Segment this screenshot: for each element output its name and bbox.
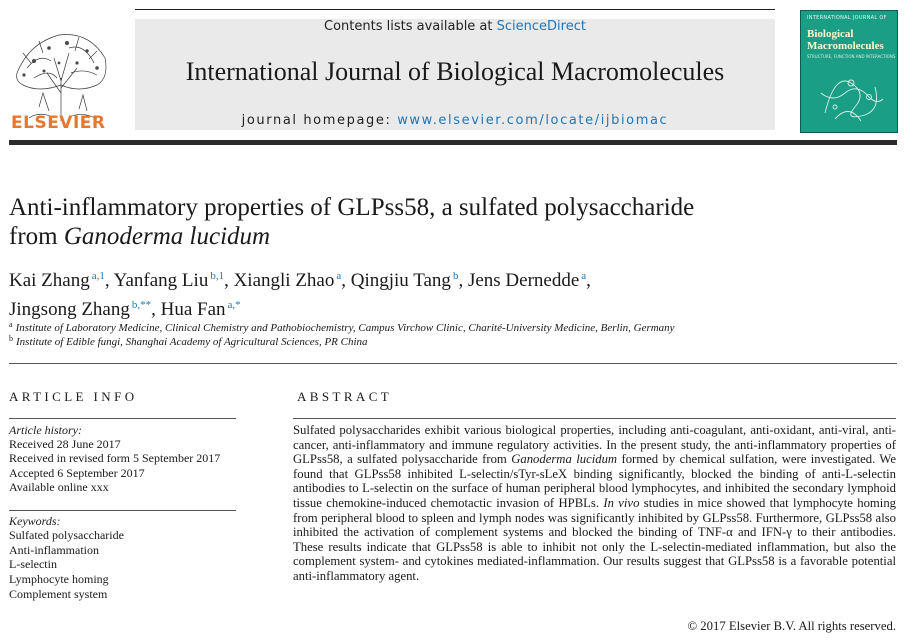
author-name[interactable]: Hua Fan (160, 299, 226, 320)
article-title-line1: Anti-inflammatory properties of GLPss58, a sulfated polysaccharide (9, 194, 695, 221)
cover-subtitle: STRUCTURE, FUNCTION AND INTERACTIONS (807, 54, 896, 59)
header-bottom-rule (9, 140, 897, 145)
copyright-notice: © 2017 Elsevier B.V. All rights reserved. (687, 619, 896, 633)
sciencedirect-link[interactable]: ScienceDirect (496, 19, 586, 34)
article-title (9, 193, 789, 251)
article-title-prefix: from (9, 223, 64, 250)
keyword-item[interactable]: Anti-inflammation (9, 543, 99, 557)
author-separator: , (341, 270, 351, 291)
affiliation-marker: a (9, 320, 13, 329)
abstract-heading: ABSTRACT (297, 389, 393, 404)
abstract-rule (293, 418, 896, 419)
contents-prefix: Contents lists available at (324, 19, 497, 34)
article-info-heading: ARTICLE INFO (9, 389, 138, 404)
keyword-item[interactable]: Lymphocyte homing (9, 572, 109, 586)
history-revised: Received in revised form 5 September 2017 (9, 451, 221, 465)
affiliation-marker: b (9, 334, 13, 343)
author-affiliation-marker[interactable]: b,1 (210, 270, 225, 282)
author-name[interactable]: Xiangli Zhao (233, 270, 335, 291)
abstract-species: Ganoderma lucidum (511, 452, 618, 467)
keywords-rule (9, 510, 236, 511)
author-affiliation-marker[interactable]: b,** (131, 299, 152, 311)
author-affiliation-marker[interactable]: a,* (227, 299, 241, 311)
affiliation-b (9, 334, 368, 348)
affiliation-a (9, 320, 675, 334)
author-separator: , (151, 299, 161, 320)
history-accepted: Accepted 6 September 2017 (9, 466, 145, 480)
history-label: Article history: (9, 423, 82, 437)
author-separator: , (104, 270, 114, 291)
journal-title: International Journal of Biological Macromolecules (185, 57, 725, 86)
cover-molecule-graphic (815, 63, 887, 125)
author-separator: , (458, 270, 468, 291)
history-received: Received 28 June 2017 (9, 437, 121, 451)
author-affiliation-marker[interactable]: a (581, 270, 587, 282)
abstract-text: Sulfated polysaccharides exhibit various biological properties, including anti-coagulant, anti-oxidant, anti-viral, anti-cancer, anti-inflammatory and immune regulatory activities. In the present study, the anti-inflammatory properties of GLPss58, a sulfated polysaccharide from (293, 423, 896, 467)
affiliation-text: Institute of Laboratory Medicine, Clinical Chemistry and Pathobiochemistry, Campus Virchow Clinic, Charité-University Medicine, Berlin, Germany (15, 322, 675, 334)
keywords-label: Keywords: (9, 514, 61, 528)
cover-title: Biological Macromolecules (807, 28, 884, 52)
author-name[interactable]: Qingjiu Tang (350, 270, 451, 291)
abstract-text: studies in mice showed that lymphocyte homing from peripheral blood to spleen and lymph nodes was significantly inhibited by GLPss58. Furthermore, GLPss58 also inhibited the activation of complement systems and blocked the binding of TNF-α and IFN-γ to their antibodies. These results indicate that GLPss58 is able to inhibit not only the L-selectin-mediated inflammation, but also the complement system- and cytokines mediated-inflammation. Our results suggest that GLPss58 is a favorable potential anti-inflammatory agent. (293, 495, 897, 583)
abstract-in-vivo: In vivo (603, 495, 640, 510)
keyword-item[interactable]: Complement system (9, 587, 108, 601)
journal-homepage (135, 113, 775, 128)
author-name[interactable]: Jens Dernedde (467, 270, 580, 291)
keyword-item[interactable]: Sulfated polysaccharide (9, 528, 124, 542)
journal-cover-thumbnail[interactable] (800, 10, 898, 133)
article-title-species: Ganoderma lucidum (63, 223, 271, 250)
homepage-prefix: journal homepage: (241, 113, 398, 128)
homepage-link[interactable]: www.elsevier.com/locate/ijbiomac (397, 113, 669, 128)
keyword-item[interactable]: L-selectin (9, 557, 57, 571)
header-top-rule (135, 9, 775, 10)
author-name[interactable]: Yanfang Liu (113, 270, 209, 291)
contents-availability (135, 19, 775, 34)
abstract-text: formed by chemical sulfation, were investigated. We found that GLPss58 inhibited L-selectin/sTyr-sLeX binding significantly, blocked the binding of anti-L-selectin antibodies to L-selectin on the surface of human peripheral blood lymphocytes, and inhibited the secondary lymphoid tissue chemokine-induced chemotactic invasion of HPBLs. (293, 452, 896, 510)
author-name[interactable]: Kai Zhang (9, 270, 90, 291)
history-online: Available online xxx (9, 480, 109, 494)
author-separator: , (586, 270, 591, 291)
abstract-body (293, 423, 896, 584)
author-list (9, 264, 709, 322)
elsevier-wordmark[interactable]: ELSEVIER (11, 113, 106, 133)
cover-top-line: INTERNATIONAL JOURNAL OF (807, 15, 887, 21)
author-affiliation-marker[interactable]: b (452, 270, 459, 282)
section-divider (9, 363, 897, 364)
affiliation-text: Institute of Edible fungi, Shanghai Academy of Agricultural Sciences, PR China (16, 336, 368, 348)
author-name[interactable]: Jingsong Zhang (9, 299, 130, 320)
author-separator: , (224, 270, 234, 291)
author-affiliation-marker[interactable]: a,1 (91, 270, 105, 282)
author-affiliation-marker[interactable]: a (336, 270, 342, 282)
article-info-rule (9, 418, 236, 419)
